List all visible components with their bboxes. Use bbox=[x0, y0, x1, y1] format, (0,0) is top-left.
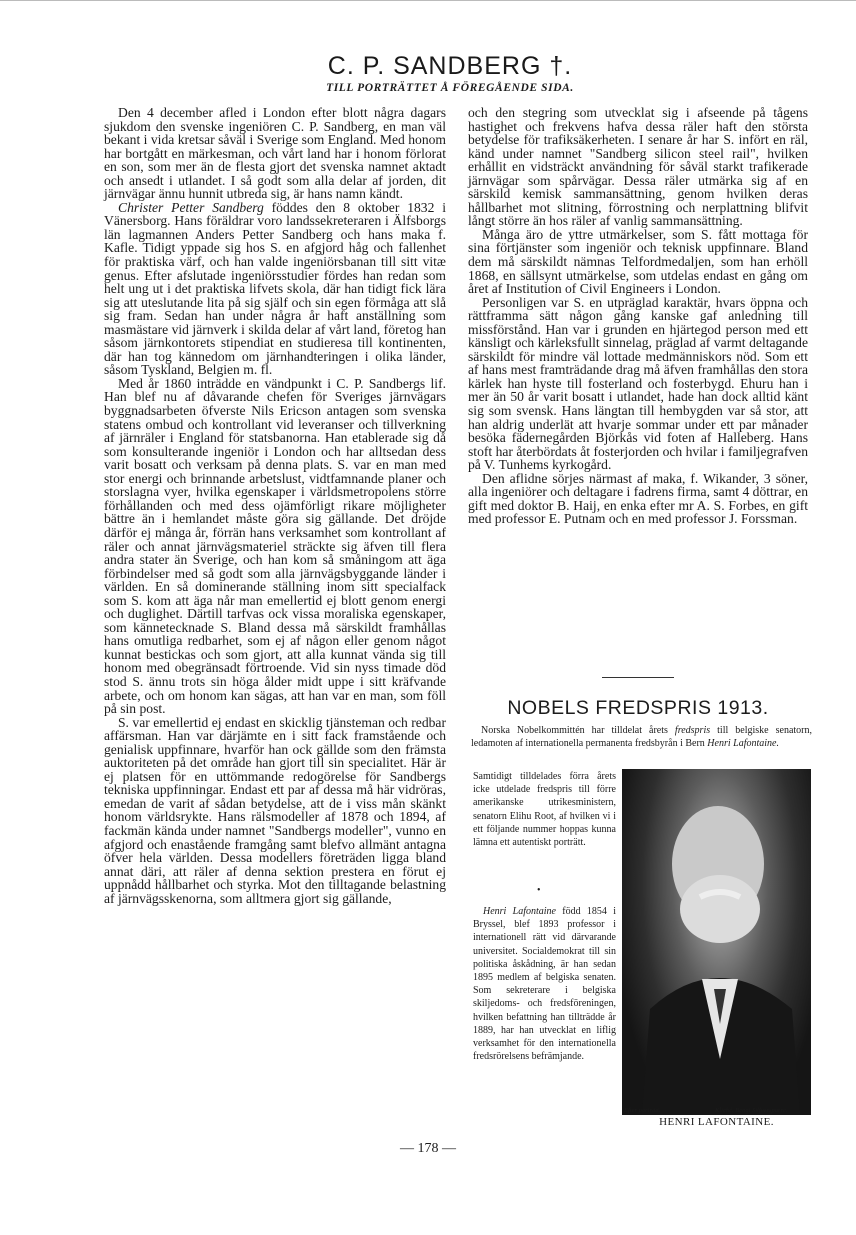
portrait-photo bbox=[622, 769, 811, 1115]
photo-credit-right: Kliché. Bengt Silfversparre. bbox=[715, 1107, 788, 1114]
portrait-beard bbox=[680, 875, 760, 943]
nobel-heading: NOBELS FREDSPRIS 1913. bbox=[507, 697, 769, 719]
article-subtitle: TILL PORTRÄTTET Å FÖREGÅENDE SIDA. bbox=[326, 82, 574, 94]
paragraph: Samtidigt tilldelades förra årets icke utdelade fredspris till förre amerikanske utrikesministern, senatorn Elihu Root, af hvilken vi i ett följande nummer hoppas kunna lämna ett autentiskt porträtt. bbox=[473, 771, 616, 849]
intro-text: till belgiske senatorn, ledamoten af internationella permanenta fredsbyrån i Bern bbox=[471, 725, 812, 750]
portrait-image bbox=[622, 769, 811, 1115]
paragraph bbox=[473, 905, 616, 1063]
intro-emphasis: fredspris bbox=[674, 725, 711, 736]
page-number: — 178 — bbox=[400, 1141, 456, 1156]
intro-text: Norska Nobelkommittén har tilldelat årets bbox=[481, 725, 675, 736]
paragraph: S. var emellertid ej endast en skicklig tjänsteman och redbar affärsman. Han var därjämte en i sitt fack framstående och genialisk uppfinnare, hvarför han ock gällde som den främsta auktoriteten på det område han gjort till sin specialitet. Här är ej platsen för en uttömmande redogörelse för Sandbergs tekniska uppfinningar. Endast ett par af dessa må här vidröras, emedan de varit af sådan betydelse, att de i viss mån skänkt honom världsrykte. Hans rälsmodeller af 1878 och 1894, af fackmän kända under namnet "Sandbergs modeller", vunno en afgjord och enastående framgång samt blefvo allmänt antagna öfver hela världen. Dessa modellers företräden ligga bland annat däri, att räler af denna sektion prestera en förut ej uppnådd hållbarhet och styrka. Mot den tilltagande belastning af järnvägsskenorna, som alltmera gjort sig gällande, bbox=[104, 714, 446, 906]
person-name: Henri Lafontaine bbox=[483, 906, 556, 917]
nobel-intro bbox=[471, 724, 812, 750]
bullet-mark: • bbox=[537, 885, 541, 896]
photo-credit-left: Efter porträtt. bbox=[624, 1107, 661, 1114]
section-divider bbox=[602, 677, 674, 678]
left-column bbox=[104, 106, 446, 905]
paragraph: Den aflidne sörjes närmast af maka, f. Wikander, 3 söner, alla ingeniörer och deltagare i fadrens firma, samt 4 döttrar, en gift med doktor B. Haij, en enka efter mr A. S. Forbes, en gift med professor E. Putnam och en med professor J. Forssman. bbox=[468, 470, 808, 527]
nobel-biography bbox=[473, 905, 616, 1063]
paragraph: och den stegring som utvecklat sig i afseende på tågens hastighet och frekvens hafva dessa räler haft den största betydelse för trafiksäkerheten. I senare år har S. infört en räl, känd under namnet "Sandberg silicon steel rail", hvilken erhållit en vidsträckt användning för såväl starkt trafikerade järnvägar som spårvägar. Dessa räler utmärka sig af en särskild kemisk sammansättning, genom hvilken deras hållbarhet mot slitning, förrostning och nerplattning blifvit långt större än hos räler af vanlig sammansättning. bbox=[468, 105, 808, 229]
paragraph: Den 4 december afled i London efter blott några dagars sjukdom den svenske ingeniören C. P. Sandberg, en man väl bekant i vida kretsar såväl i Sverige som England. Med honom har bortgått en märkesman, och vårt land har i honom förlorat en son, som mer än de flesta gjort det svenska namnet aktadt och ansedt i utlandet. I så godt som alla delar af jorden, dit järnvägar ännu hunnit utbreda sig, är hans namn kändt. bbox=[104, 105, 446, 202]
portrait-caption: HENRI LAFONTAINE. bbox=[659, 1116, 774, 1128]
nobel-root-note bbox=[473, 770, 616, 849]
paragraph: Personligen var S. en utpräglad karaktär, hvars öppna och rättframma sätt någon gång kanske gaf anledning till missförstånd. Han var i grunden en hjärtegod person med ett känsligt och kärleksfullt sinnelag, präglad af varmt deltagande särskildt för mindre väl lottade medmänniskors nöd. Som ett af hans mest framträdande drag må äfven framhållas den stora kärlek han hyste till fosterland och fosterbygd. Ehuru han i mer än 50 år varit bosatt i utlandet, hade han dock alltid känt sig som svensk. Hans längtan till hembygden var så stor, att han aldrig underlät att hvarje sommar under ett par månader besöka fädernegården Björkås vid foten af Halleberg. Hans stoft har återbördats åt fosterjorden och hvilar i familjegrafven på V. Tunhems kyrkogård. bbox=[468, 294, 808, 473]
article-title: C. P. SANDBERG †. bbox=[327, 52, 573, 80]
paragraph-text: föddes den 8 oktober 1832 i Vänersborg. Hans föräldrar voro landssekreteraren i Älfsborgs län lagmannen Anders Petter Sandberg och hans maka f. Kafle. Tidigt yppade sig hos S. en afgjord håg och fallenhet för praktiska värf, och han valde ingeniörsbanan till sitt vitæ genus. Efter afslutade ingeniörsstudier fördes han redan som helt ung ut i det praktiska lifvets skola, där han tidigt fick lära sig att uteslutande lita på sig själf och sin egen förmåga att slå sig fram. Sedan han under några år haft anställning som masmästare vid järnverk i skilda delar af vårt land, företog han såsom järnkontorets stipendiat en studieresa till kontinenten, där han tog kännedom om järnhandteringen i olika länder, såsom Tyskland, Belgien m. fl. bbox=[104, 199, 446, 378]
paragraph: Många äro de yttre utmärkelser, som S. fått mottaga för sina förtjänster som ingeniör och teknisk uppfinnare. Bland dem må särskildt nämnas Telfordmedaljen, som han erhöll 1868, en sällsynt utmärkelse, som utdelas endast en gång om året af Institution of Civil Engineers i London. bbox=[468, 226, 808, 297]
top-rule bbox=[0, 0, 856, 1]
paragraph: Med år 1860 inträdde en vändpunkt i C. P. Sandbergs lif. Han blef nu af dåvarande chefen för Sveriges järnvägars byggnadsarbeten öfverste Nils Ericson antagen som svenska statens ombud och kontrollant vid leveranser och tillverkning af järnräler i England för statsbanorna. Han etablerade sig då som konsulterande ingeniör i London och har alltsedan dess varit bosatt och verksam på denna plats. S. var en man med stor energi och brinnande arbetslust, vidtfamnande planer och storslagna vyer, hvilka egenskaper i världsmetropolens större förhållanden och med dess ojämförligt rikare möjligheter bättre än i hemlandet måste göra sig gällande. Det dröjde därför ej många år, förrän hans verksamhet som kontrollant af räler och annat järnvägsmateriel sträckte sig äfven till flera andra stater än Sverige, och han kom så småningom att äga förbindelser med så godt som alla järnvägsbyggande länder i världen. En så dominerande ställning inom sitt specialfack som S. kom att äga når man emellertid ej blott genom energi och duglighet. Därtill tarfvas ock vissa moraliska egenskaper, som kännetecknade S. Bland dessa må särskildt framhållas hans omutliga redbarhet, som ej af någon eller genom något kunnat bestickas och som gjort, att alla kunnat vända sig till honom med obegränsadt förtroende. Vid sin nyss timade död stod S. ännu trots sin höga ålder midt uppe i sitt kräfvande arbete, och om honom kan sägas, att han var en man, som föll på sin post. bbox=[104, 375, 446, 717]
paragraph bbox=[104, 201, 446, 377]
person-name: Christer Petter Sandberg bbox=[118, 199, 264, 215]
paragraph bbox=[471, 724, 812, 750]
person-name: Henri Lafontaine. bbox=[707, 738, 779, 750]
right-column bbox=[468, 106, 808, 526]
paragraph-text: född 1854 i Bryssel, blef 1893 professor i internationell rätt vid därvarande universitet. Socialdemokrat till sin politiska åskådning, är han sedan 1895 medlem af belgiska senaten. Som sekreterare i belgiska skiljedoms- och fredsföreningen, hvilken befattning han tillträdde år 1889, har han utvecklat en liflig verksamhet för den internationella fredsrörelsens befrämjande. bbox=[473, 906, 617, 1063]
